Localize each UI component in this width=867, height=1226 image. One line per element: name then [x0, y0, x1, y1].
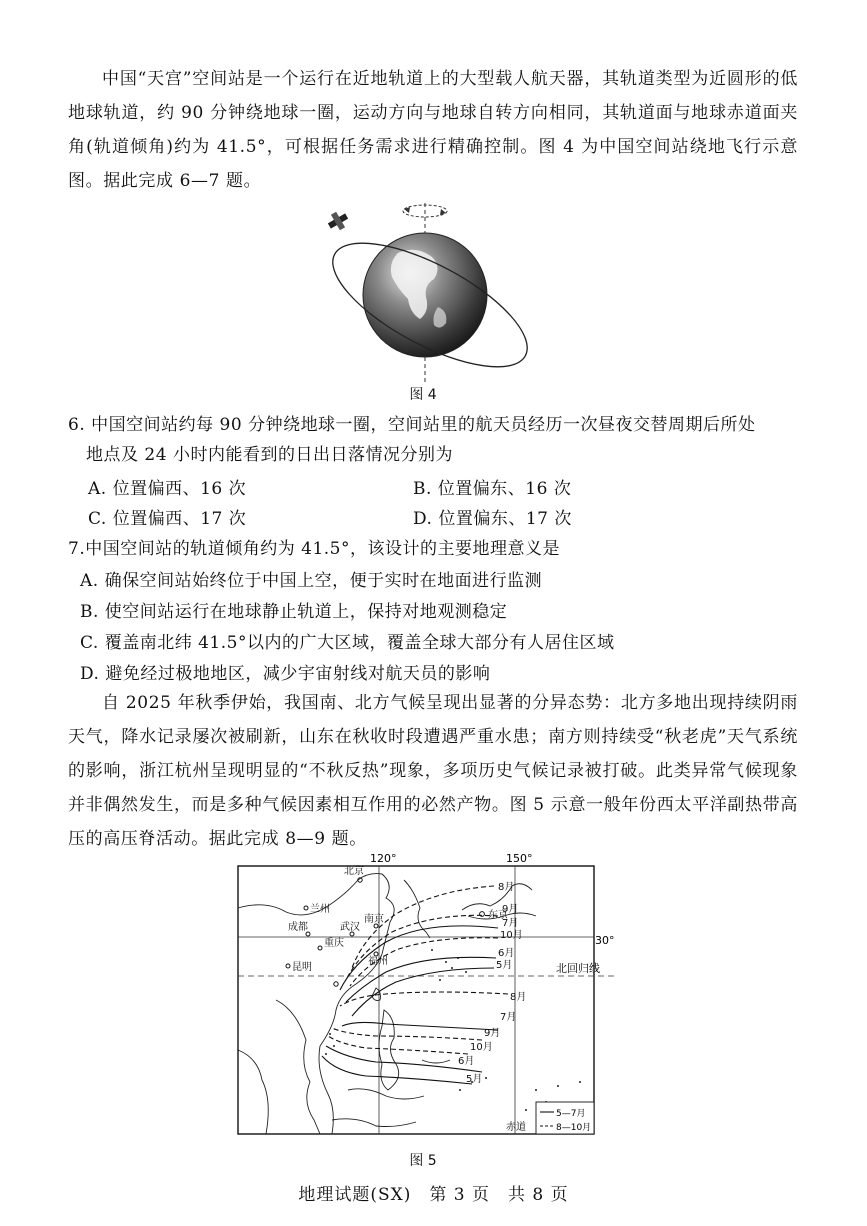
- city-lanzhou: 兰州: [310, 904, 330, 915]
- ridge-9-south: [332, 1028, 482, 1040]
- q6-option-a[interactable]: A. 位置偏西、16 次: [88, 479, 247, 499]
- passage-space-station: 中国“天宫”空间站是一个运行在近地轨道上的大型载人航天器，其轨道类型为近圆形的低地球轨道，约 90 分钟绕地球一圈，运动方向与地球自转方向相同，其轨道面与地球赤道面夹角(轨道倾角)约为 41.5°，可根据任务需求进行精确控制。图 4 为中国空间站绕地飞行示意图。据此完成 6—7 题。: [68, 69, 798, 191]
- city-beijing: 北京: [344, 866, 364, 877]
- q7-option-b[interactable]: B. 使空间站运行在地球静止轨道上，保持对地观测稳定: [80, 602, 508, 622]
- q7-stem: 7.中国空间站的轨道倾角约为 41.5°，该设计的主要地理意义是: [68, 539, 560, 559]
- ridge-8-south: [340, 992, 508, 1006]
- question-6: [68, 410, 808, 470]
- figure-5-map: [236, 850, 616, 1140]
- q7-option-a[interactable]: A. 确保空间站始终位于中国上空，便于实时在地面进行监测: [80, 571, 543, 591]
- city-fuzhou: 福州: [368, 956, 388, 967]
- q6-option-c[interactable]: C. 位置偏西、17 次: [88, 509, 247, 529]
- map-frame: [238, 866, 594, 1134]
- month-9-label-north: 9月: [502, 904, 519, 915]
- passage-subtropical-high: 自 2025 年秋季伊始，我国南、北方气候呈现出显著的分异态势：北方多地出现持续阴雨天气，降水记录屡次被刷新，山东在秋收时段遭遇严重水患；南方则持续受“秋老虎”天气系统的影响，浙江杭州呈现明显的“不秋反热”现象，多项历史气候记录被打破。此类异常气候现象并非偶然发生，而是多种气候因素相互作用的必然产物。图 5 示意一般年份西太平洋副热带高压的高压脊活动。据此完成 8—9 题。: [68, 693, 798, 849]
- city-tokyo: 东京: [488, 910, 508, 921]
- city-kunming: 昆明: [292, 962, 312, 973]
- ridge-9-north: [346, 915, 498, 980]
- month-9-label-south: 9月: [484, 1028, 501, 1039]
- q6-option-b[interactable]: B. 位置偏东、16 次: [413, 479, 572, 499]
- month-10-label-north: 10月: [500, 930, 523, 941]
- month-7-label-south: 7月: [500, 1012, 517, 1023]
- q6-option-d[interactable]: D. 位置偏东、17 次: [413, 509, 572, 529]
- figure-4-earth-orbit: [320, 195, 550, 390]
- city-chengdu: 成都: [288, 922, 308, 933]
- q6-stem-line1: 6. 中国空间站约每 90 分钟绕地球一圈，空间站里的航天员经历一次昼夜交替周期后所处: [68, 415, 756, 435]
- ridge-10-south: [328, 1036, 468, 1054]
- q7-option-c[interactable]: C. 覆盖南北纬 41.5°以内的广大区域，覆盖全球大部分有人居住区域: [80, 633, 615, 653]
- month-5-label-north: 5月: [496, 960, 513, 971]
- space-station-icon: [325, 208, 351, 234]
- q6-stem-line2: 地点及 24 小时内能看到的日出日落情况分别为: [86, 445, 453, 465]
- month-8-label-south: 8月: [510, 992, 527, 1003]
- month-10-label-south: 10月: [470, 1042, 493, 1053]
- month-8-label-north: 8月: [498, 882, 515, 893]
- legend-dashed-label: 8—10月: [556, 1123, 592, 1133]
- lat-30-label: 30°: [595, 934, 615, 947]
- ridge-7-north: [340, 926, 498, 990]
- lon-150-label: 150°: [506, 852, 533, 865]
- city-nanjing: 南京: [364, 914, 384, 925]
- city-chongqing: 重庆: [324, 938, 344, 949]
- month-7-label-north: 7月: [502, 918, 519, 929]
- q7-option-d[interactable]: D. 避免经过极地地区，减少宇宙射线对航天员的影响: [80, 664, 491, 684]
- month-6-label-north: 6月: [498, 948, 515, 959]
- equator-label: 赤道: [506, 1122, 526, 1133]
- legend-solid-label: 5—7月: [556, 1109, 586, 1119]
- lon-120-label: 120°: [370, 852, 397, 865]
- month-5-label-south: 5月: [466, 1074, 483, 1085]
- figure-4-caption: 图 4: [409, 387, 437, 403]
- month-6-label-south: 6月: [458, 1056, 475, 1067]
- question-7: [68, 534, 808, 564]
- page-footer: 地理试题(SX) 第 3 页 共 8 页: [298, 1185, 569, 1205]
- tropic-label: 北回归线: [556, 962, 600, 975]
- ridge-7-south: [342, 1022, 498, 1030]
- figure-5-caption: 图 5: [409, 1153, 437, 1169]
- city-wuhan: 武汉: [340, 922, 360, 933]
